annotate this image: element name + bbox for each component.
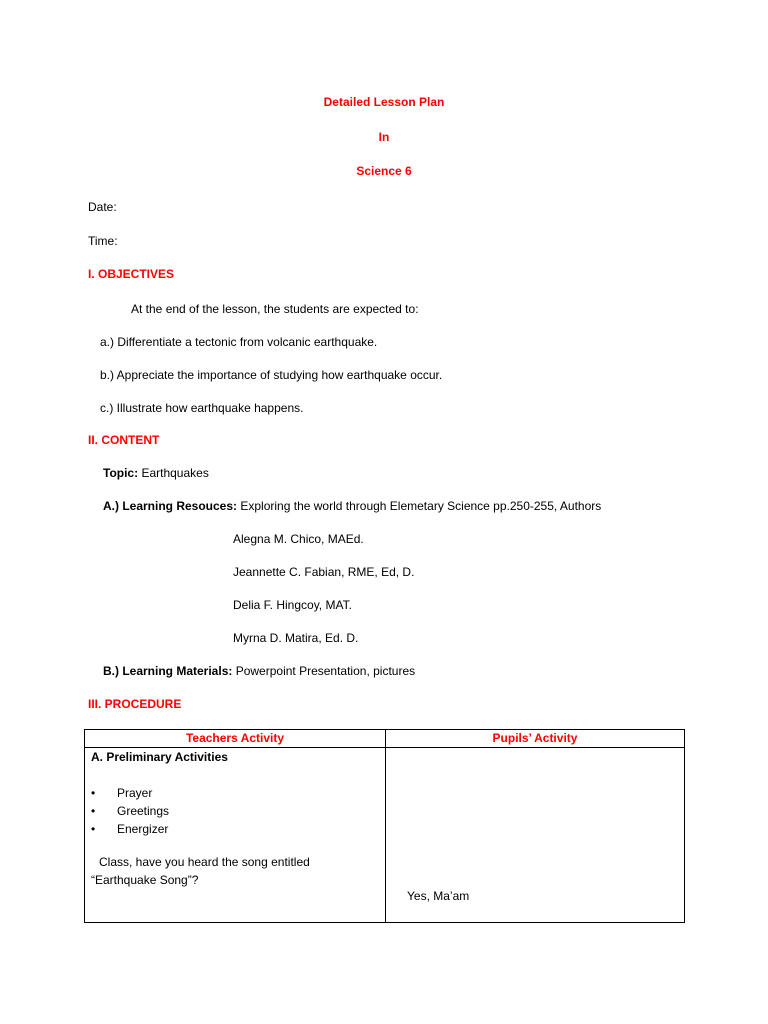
table-column-divider (385, 730, 386, 922)
objective-item: c.) Illustrate how earthquake happens. (100, 401, 304, 415)
teacher-question-line2: “Earthquake Song”? (91, 873, 199, 887)
topic-line (103, 466, 209, 480)
pupil-column-header: Pupils’ Activity (492, 731, 578, 745)
author-item: Delia F. Hingcoy, MAT. (233, 598, 352, 612)
list-item: • Greetings (91, 802, 169, 820)
resources-value: Exploring the world through Elemetary Science pp.250-255, Authors (240, 499, 602, 513)
objectives-intro: At the end of the lesson, the students are expected to: (131, 302, 419, 316)
document-subject: Science 6 (356, 164, 412, 178)
topic-value: Earthquakes (141, 466, 209, 480)
author-item: Myrna D. Matira, Ed. D. (233, 631, 359, 645)
table-header-divider (85, 747, 684, 748)
list-item: • Prayer (91, 784, 169, 802)
preliminary-activities-heading: A. Preliminary Activities (91, 750, 228, 764)
resources-line (103, 499, 601, 513)
time-label: Time: (88, 234, 118, 248)
objectives-heading: I. OBJECTIVES (88, 267, 175, 281)
materials-value: Powerpoint Presentation, pictures (235, 664, 416, 678)
objective-item: b.) Appreciate the importance of studying how earthquake occur. (100, 368, 443, 382)
document-in: In (378, 130, 390, 144)
author-item: Alegna M. Chico, MAEd. (233, 532, 364, 546)
content-heading: II. CONTENT (88, 433, 160, 447)
document-title: Detailed Lesson Plan (323, 95, 445, 109)
list-item: • Energizer (91, 820, 169, 838)
procedure-heading: III. PROCEDURE (88, 697, 182, 711)
pupil-answer: Yes, Ma’am (407, 889, 470, 903)
teacher-question-line1: Class, have you heard the song entitled (99, 855, 310, 869)
topic-label: Topic: (103, 466, 139, 480)
preliminary-activities-list (91, 784, 169, 838)
resources-label: A.) Learning Resouces: (103, 499, 238, 513)
materials-label: B.) Learning Materials: (103, 664, 233, 678)
procedure-table (84, 729, 685, 923)
date-label: Date: (88, 200, 117, 214)
author-item: Jeannette C. Fabian, RME, Ed, D. (233, 565, 415, 579)
teacher-column-header: Teachers Activity (185, 731, 285, 745)
objective-item: a.) Differentiate a tectonic from volcanic earthquake. (100, 335, 378, 349)
materials-line (103, 664, 415, 678)
